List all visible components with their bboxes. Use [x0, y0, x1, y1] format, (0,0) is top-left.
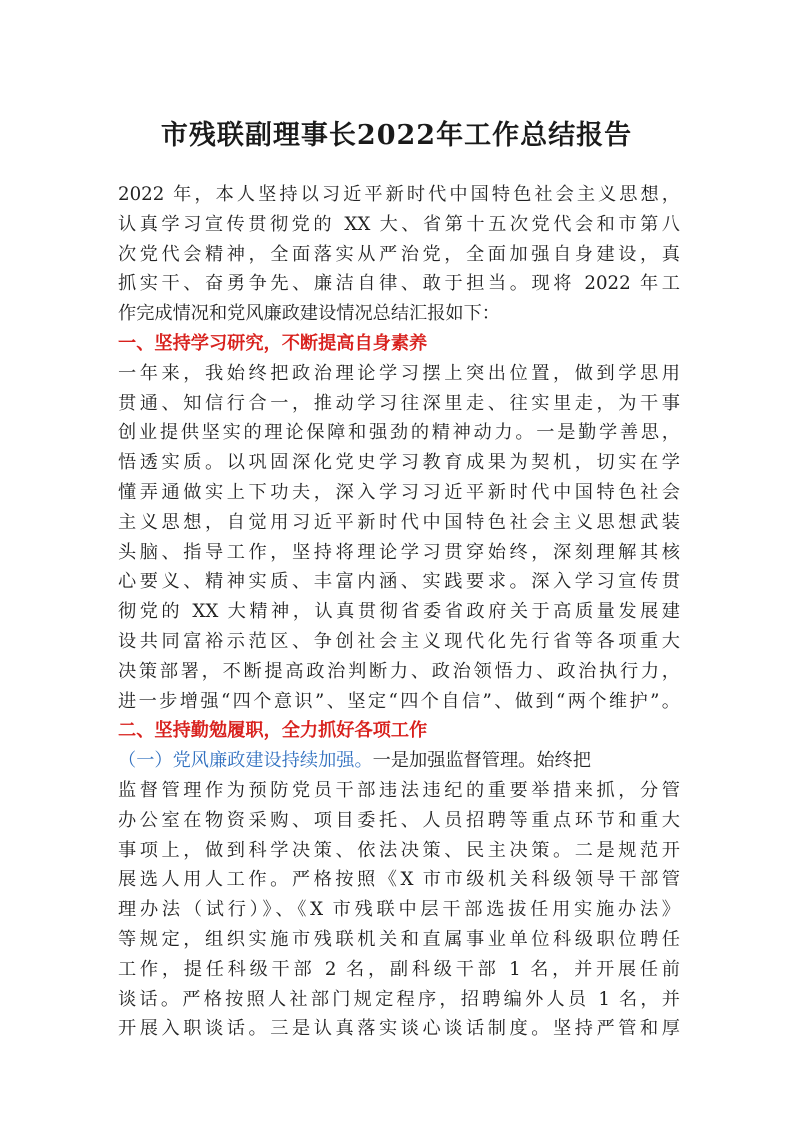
- text-line: 设共同富裕示范区、争创社会主义现代化先行省等各项重大: [118, 630, 680, 652]
- text-line: 开展入职谈话。三是认真落实谈心谈话制度。坚持严管和厚: [118, 1018, 680, 1040]
- text-line: 懂弄通做实上下功夫，深入学习习近平新时代中国特色社会: [118, 481, 680, 503]
- text-line: 创业提供坚实的理论保障和强劲的精神动力。一是勤学善思，: [118, 422, 680, 444]
- text-line: 头脑、指导工作，坚持将理论学习贯穿始终，深刻理解其核: [118, 541, 680, 563]
- text-line: 抓实干、奋勇争先、廉洁自律、敢于担当。现将 2022 年工: [118, 273, 680, 295]
- subheading-2-1: （一）党风廉政建设持续加强。: [118, 750, 373, 772]
- text-line: 2022 年，本人坚持以习近平新时代中国特色社会主义思想，: [118, 184, 680, 205]
- text-line: 展选人用人工作。严格按照《X 市市级机关科级领导干部管: [118, 869, 680, 891]
- text-line: 办公室在物资采购、项目委托、人员招聘等重点环节和重大: [118, 809, 680, 831]
- text-line: 贯通、知信行合一，推动学习往深里走、往实里走，为干事: [118, 392, 680, 414]
- text-line: 主义思想，自觉用习近平新时代中国特色社会主义思想武装: [118, 511, 680, 533]
- text-line: 理办法（试行）》、《X 市残联中层干部选拔任用实施办法》: [118, 899, 680, 921]
- text-line: 监督管理作为预防党员干部违法违纪的重要举措来抓，分管: [118, 779, 680, 801]
- text-line: 悟透实质。以巩固深化党史学习教育成果为契机，切实在学: [118, 452, 680, 474]
- section-2-paragraph: [118, 746, 680, 1044]
- text-line: 工作，提任科级干部 2 名，副科级干部 1 名，并开展任前: [118, 958, 680, 980]
- document-title: 市残联副理事长2022年工作总结报告: [160, 120, 633, 151]
- section-heading-1: 一、坚持学习研究，不断提高自身素养: [118, 332, 428, 354]
- document-body: [118, 180, 680, 1044]
- text-line: 等规定，组织实施市残联机关和直属事业单位科级职位聘任: [118, 928, 680, 950]
- text-line: 事项上，做到科学决策、依法决策、民主决策。二是规范开: [118, 839, 680, 861]
- text-line: 谈话。严格按照人社部门规定程序，招聘编外人员 1 名，并: [118, 988, 680, 1010]
- subheading-line: [118, 746, 680, 776]
- text-line: 作完成情况和党风廉政建设情况总结汇报如下：: [118, 303, 500, 325]
- text-line: 心要义、精神实质、丰富内涵、实践要求。深入学习宣传贯: [118, 571, 680, 593]
- text-line: 彻党的 XX 大精神，认真贯彻省委省政府关于高质量发展建: [118, 601, 680, 623]
- subheading-tail-text: 一是加强监督管理。始终把: [372, 750, 591, 772]
- text-line: 进一步增强“四个意识”、坚定“四个自信”、做到“两个维护”。: [118, 690, 680, 712]
- text-line: 认真学习宣传贯彻党的 XX 大、省第十五次党代会和市第八: [118, 213, 680, 235]
- intro-paragraph: [118, 180, 680, 329]
- section-heading-2: 二、坚持勤勉履职，全力抓好各项工作: [118, 720, 428, 742]
- section-1-paragraph: [118, 359, 680, 717]
- text-line: 一年来，我始终把政治理论学习摆上突出位置，做到学思用: [118, 362, 680, 384]
- text-line: 次党代会精神，全面落实从严治党，全面加强自身建设，真: [118, 243, 680, 265]
- text-line: 决策部署，不断提高政治判断力、政治领悟力、政治执行力，: [118, 660, 680, 682]
